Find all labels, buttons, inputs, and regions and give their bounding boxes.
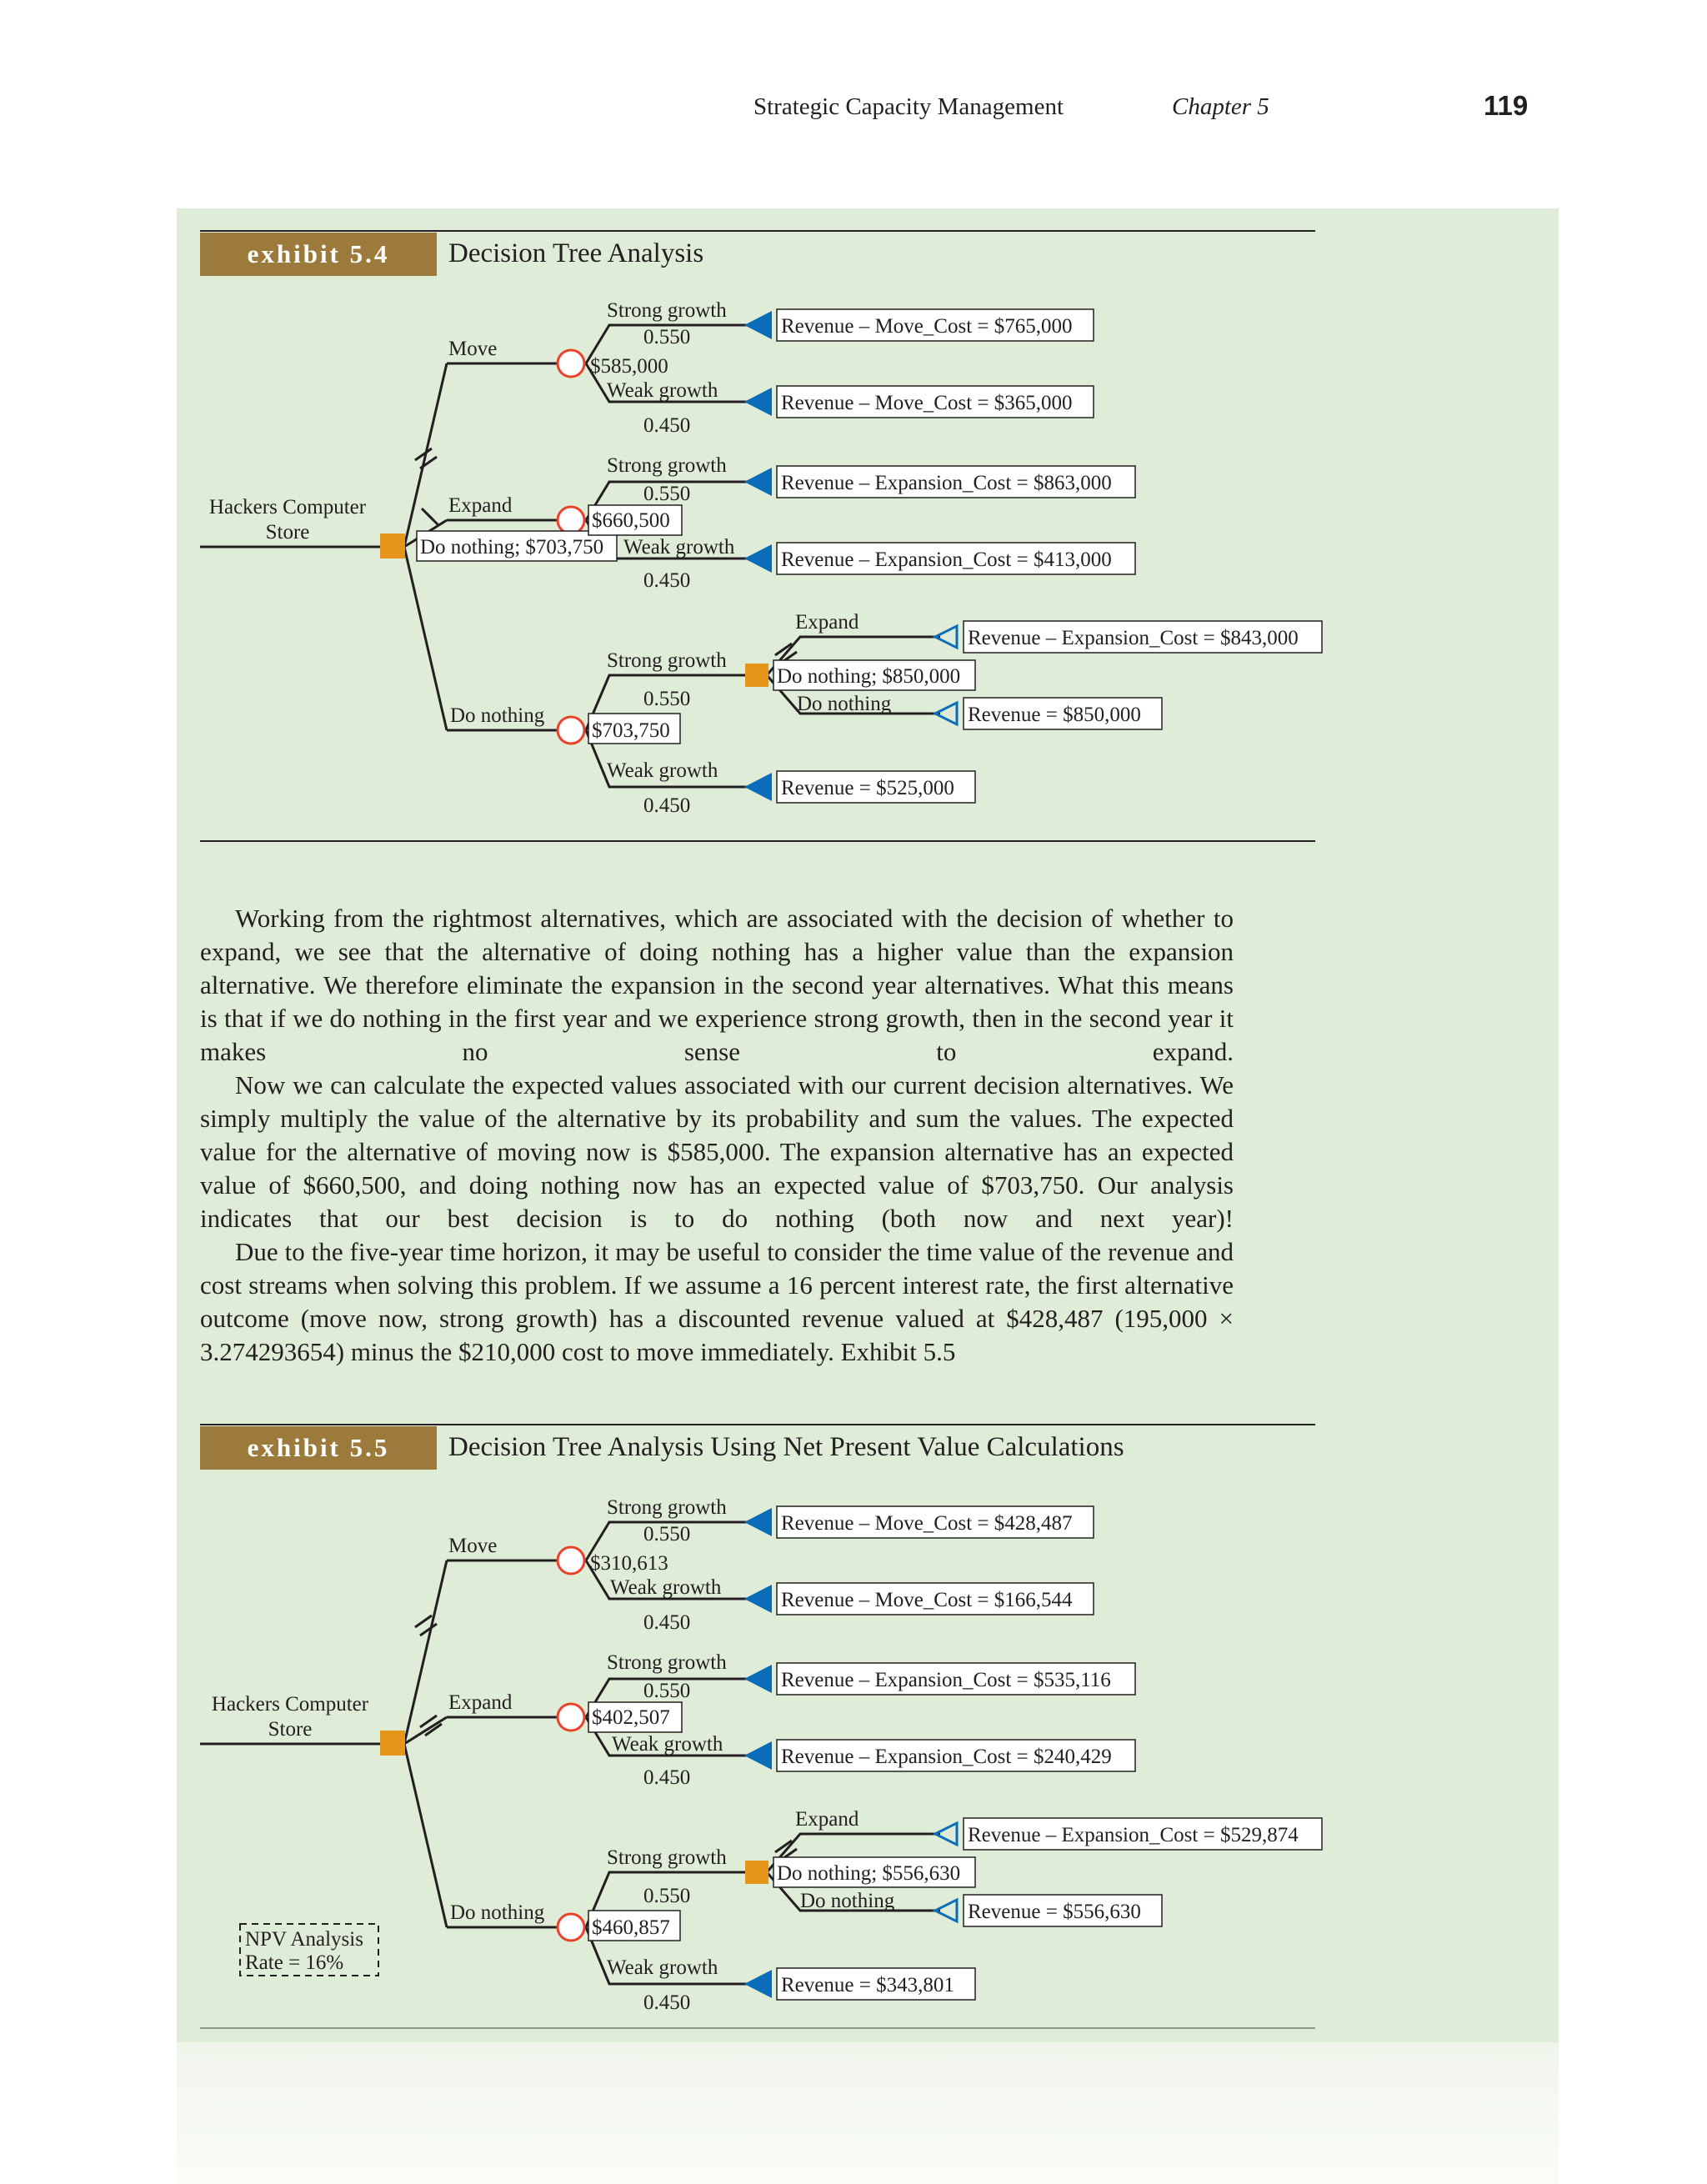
probability-strong: 0.550	[643, 688, 691, 710]
nothing-chance-node	[558, 1914, 584, 1941]
probability-weak: 0.450	[643, 569, 691, 592]
outcome-move-strong: Revenue – Move_Cost = $428,487	[781, 1512, 1073, 1535]
expand-chance-node	[558, 507, 584, 533]
terminal-node	[744, 468, 772, 496]
terminal-node	[744, 1970, 772, 1998]
outcome-expand-weak: Revenue – Expansion_Cost = $240,429	[781, 1746, 1112, 1768]
exhibit-title: Decision Tree Analysis	[448, 238, 704, 268]
outcome-expand-strong: Revenue – Expansion_Cost = $863,000	[781, 472, 1112, 494]
do-nothing-label: Do nothing	[450, 704, 545, 727]
outcome-nothing-weak: Revenue = $525,000	[781, 777, 954, 799]
npv-decision-tree-diagram	[0, 1467, 1707, 2034]
outcome-later-nothing: Revenue = $850,000	[968, 704, 1141, 726]
probability-weak: 0.450	[643, 1991, 691, 2014]
terminal-node	[744, 1508, 772, 1536]
probability-strong: 0.550	[643, 1885, 691, 1907]
outcome-later-expand: Revenue – Expansion_Cost = $843,000	[968, 627, 1299, 649]
expand-chance-node	[558, 1704, 584, 1731]
exhibit-top-rule	[200, 1424, 1315, 1425]
terminal-node	[744, 773, 772, 801]
weak-growth-label: Weak growth	[610, 1576, 722, 1599]
strong-growth-label: Strong growth	[607, 1846, 727, 1869]
exhibit-bottom-rule	[200, 840, 1315, 842]
move-label: Move	[448, 338, 498, 360]
expand-value: $660,500	[592, 509, 670, 532]
outcome-expand-strong: Revenue – Expansion_Cost = $535,116	[781, 1669, 1111, 1691]
weak-growth-label: Weak growth	[607, 379, 718, 402]
probability-weak: 0.450	[643, 414, 691, 437]
exhibit-tag: exhibit 5.4	[200, 233, 437, 276]
root-decision-box: Do nothing; $703,750	[420, 536, 604, 559]
root-label-line1: Hackers Computer Store	[208, 496, 367, 543]
nothing-value: $703,750	[592, 719, 670, 742]
paragraph-3: Due to the five-year time horizon, it may be useful to consider the time value of the revenue and cost streams when solving this problem. If we assume a 16 percent interest rate, the first alternative outcome (move now, strong growth) has a discounted revenue valued at $428,487 (195,000 × 3.274293654) minus the $210,000 cost to move immediately. Exhibit 5.5	[200, 1237, 1234, 1366]
probability-weak: 0.450	[643, 1611, 691, 1634]
terminal-node	[744, 1741, 772, 1770]
terminal-node	[744, 1585, 772, 1613]
probability-strong: 0.550	[643, 326, 691, 348]
later-do-nothing-label: Do nothing	[797, 693, 892, 715]
strong-growth-label: Strong growth	[607, 1496, 727, 1519]
probability-weak: 0.450	[643, 794, 691, 817]
second-decision-box: Do nothing; $556,630	[777, 1862, 961, 1885]
exhibit-bottom-rule	[200, 2027, 1315, 2029]
expand-label: Expand	[448, 1691, 513, 1714]
second-decision-box: Do nothing; $850,000	[777, 665, 961, 688]
npv-note-line2: Rate = 16%	[245, 1951, 344, 1974]
root-decision-node	[380, 1731, 405, 1756]
terminal-node	[744, 388, 772, 416]
weak-growth-label: Weak growth	[612, 1733, 723, 1756]
probability-weak: 0.450	[643, 1766, 691, 1789]
outcome-expand-weak: Revenue – Expansion_Cost = $413,000	[781, 549, 1112, 571]
terminal-node	[744, 311, 772, 339]
later-expand-label: Expand	[795, 611, 859, 634]
move-chance-node	[558, 1547, 584, 1574]
outcome-move-weak: Revenue – Move_Cost = $166,544	[781, 1589, 1073, 1611]
expand-label: Expand	[448, 494, 513, 517]
expand-value: $402,507	[592, 1706, 670, 1729]
strong-growth-label: Strong growth	[607, 299, 727, 322]
nothing-value: $460,857	[592, 1916, 670, 1939]
terminal-node	[744, 544, 772, 573]
weak-growth-label: Weak growth	[607, 1956, 718, 1979]
move-chance-node	[558, 350, 584, 377]
outcome-later-nothing: Revenue = $556,630	[968, 1901, 1141, 1923]
nothing-chance-node	[558, 717, 584, 744]
paragraph-2: Now we can calculate the expected values associated with our current decision alternatives. We simply multiply the value of the alternative by its probability and sum the values. The expected value for the alternative of moving now is $585,000. The expansion alternative has an expected value of $660,500, and doing nothing now has an expected value of $703,750. Our analysis indicates that our best decision is to do nothing (both now and next year)!	[200, 1070, 1234, 1233]
probability-strong: 0.550	[643, 1680, 691, 1702]
npv-note-line1: NPV Analysis	[245, 1928, 363, 1951]
move-value: $310,613	[590, 1552, 668, 1575]
probability-strong: 0.550	[643, 483, 691, 505]
outcome-nothing-weak: Revenue = $343,801	[781, 1974, 954, 1996]
terminal-node	[744, 1665, 772, 1693]
weak-growth-label: Weak growth	[607, 759, 718, 782]
second-decision-node	[745, 664, 768, 687]
outcome-later-expand: Revenue – Expansion_Cost = $529,874	[968, 1824, 1299, 1846]
exhibit-tag: exhibit 5.5	[200, 1426, 437, 1470]
panel-fade	[177, 2042, 1559, 2184]
later-expand-label: Expand	[795, 1808, 859, 1831]
move-label: Move	[448, 1535, 498, 1557]
root-decision-node	[380, 533, 405, 559]
outcome-move-weak: Revenue – Move_Cost = $365,000	[781, 392, 1073, 414]
weak-growth-label: Weak growth	[623, 536, 735, 559]
strong-growth-label: Strong growth	[607, 649, 727, 672]
later-do-nothing-label: Do nothing	[800, 1890, 895, 1912]
strong-growth-label: Strong growth	[607, 1651, 727, 1674]
do-nothing-label: Do nothing	[450, 1901, 545, 1924]
chapter-label: Chapter 5	[1172, 93, 1269, 120]
outcome-move-strong: Revenue – Move_Cost = $765,000	[781, 315, 1073, 338]
root-label: Hackers Computer Store	[211, 1693, 369, 1741]
decision-tree-diagram	[0, 0, 1707, 850]
strong-growth-label: Strong growth	[607, 454, 727, 477]
page-number: 119	[1484, 90, 1529, 121]
exhibit-title: Decision Tree Analysis Using Net Present Value Calculations	[448, 1432, 1124, 1462]
second-decision-node	[745, 1861, 768, 1884]
probability-strong: 0.550	[643, 1523, 691, 1545]
move-value: $585,000	[590, 355, 668, 378]
paragraph-1: Working from the rightmost alternatives, which are associated with the decision of whether to expand, we see that the alternative of doing nothing has a higher value than the expansion alternative. We therefore eliminate the expansion in the second year alternatives. What this means is that if we do nothing in the first year and we experience strong growth, then in the second year it makes no sense to expand.	[200, 904, 1234, 1066]
running-title: Strategic Capacity Management	[753, 93, 1064, 120]
